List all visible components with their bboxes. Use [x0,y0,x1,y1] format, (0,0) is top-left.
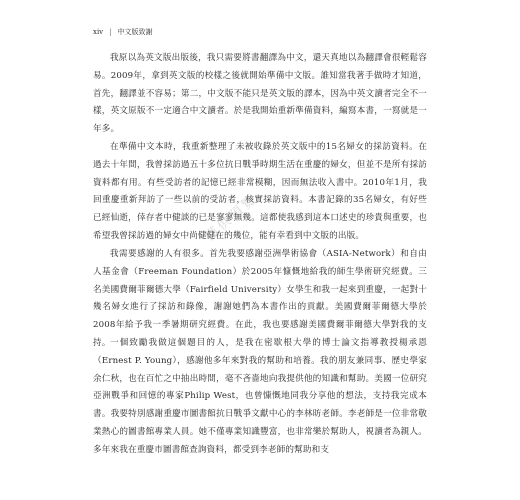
paragraph-acknowledge-people: 一個致勵我做這個題目的人，是我在密歇根大學的博士論文指導教授楊承恩（Ernest P. Young），感謝他多年來對我的幫助和培養。我的朋友兼同事、歷史學家余仁秋，也在百忙之中抽出時間，毫不吝嗇地向我提供他的知識和幫助。美國一位研究亞洲戰爭和回憶的專家Philip West，也曾慷慨地同我分享他的想法，支持我完成本書。我要特別感謝重慶市圖書館抗日戰爭文獻中心的李林昉老師。李老師是一位非常敬業熱心的圖書館專業人員。她不僅專業知識豐富，也非常樂於幫助人，視讀者為親人。多年來我在重慶市圖書館查詢資料，都受到李老師的幫助和支 [93,338,427,455]
header-separator: | [109,28,112,36]
paragraph-translation-intro: 我原以為英文版出版後，我只需要將書翻譯為中文，還天真地以為翻譯會很輕鬆容易。2009年，拿到英文版的校樣之後就開始準備中文版。誰知當我著手做時才知道，首先，翻譯並不容易；第二，中文版不能只是英文版的譯本，因為中英文讀者完全不一樣，英文原版不一定適合中文讀者。於是我開始重新準備資料，編寫本書，一寫就是一年多。 [93,53,427,135]
paragraph-interview-materials: 在準備中文本時，我重新整理了未被收錄於英文版中的15名婦女的採訪資料。在過去十年間，我曾採訪過五十多位抗日戰爭時期生活在重慶的婦女，但並不是所有採訪資料都有用。有些受訪者的記憶已經非常模糊，因而無法收入書中。2010年1月，我回重慶重新拜訪了一些以前的受訪者，核實採訪資料。本書記錄的35名婦女，有好些已經仙逝，倖存者中健談的已是寥寥無幾。這都使我感到這本口述史的珍貴與重要，也希望我曾採訪過的婦女中尚健健在的幾位，能有幸看到中文版的出版。 [93,141,427,241]
running-header [93,26,153,38]
page-number: xiv [93,28,104,36]
body-text-top [93,50,427,246]
body-text-bottom [93,335,427,460]
paragraph-acknowledge-funding: 我需要感謝的人有很多。首先我要感謝亞洲學術協會（ASIA-Network）和自由人基金會（Freeman Foundation）於2005年慷慨地給我的師生學術研究經費。三名美國費爾菲爾德大學（Fairfield University）女學生和我一起來到重慶，一起對十幾名婦女進行了採訪和錄像，謝謝她們為本書作出的貢獻。美國費爾菲爾德大學於2008年給予我一季暑期研究經費。在此，我也要感謝美國費爾菲爾德大學對我的支持。 [93,249,427,348]
preview-watermark: 僅供預覽 [202,191,261,245]
running-title: 中文版致謝 [117,28,153,36]
